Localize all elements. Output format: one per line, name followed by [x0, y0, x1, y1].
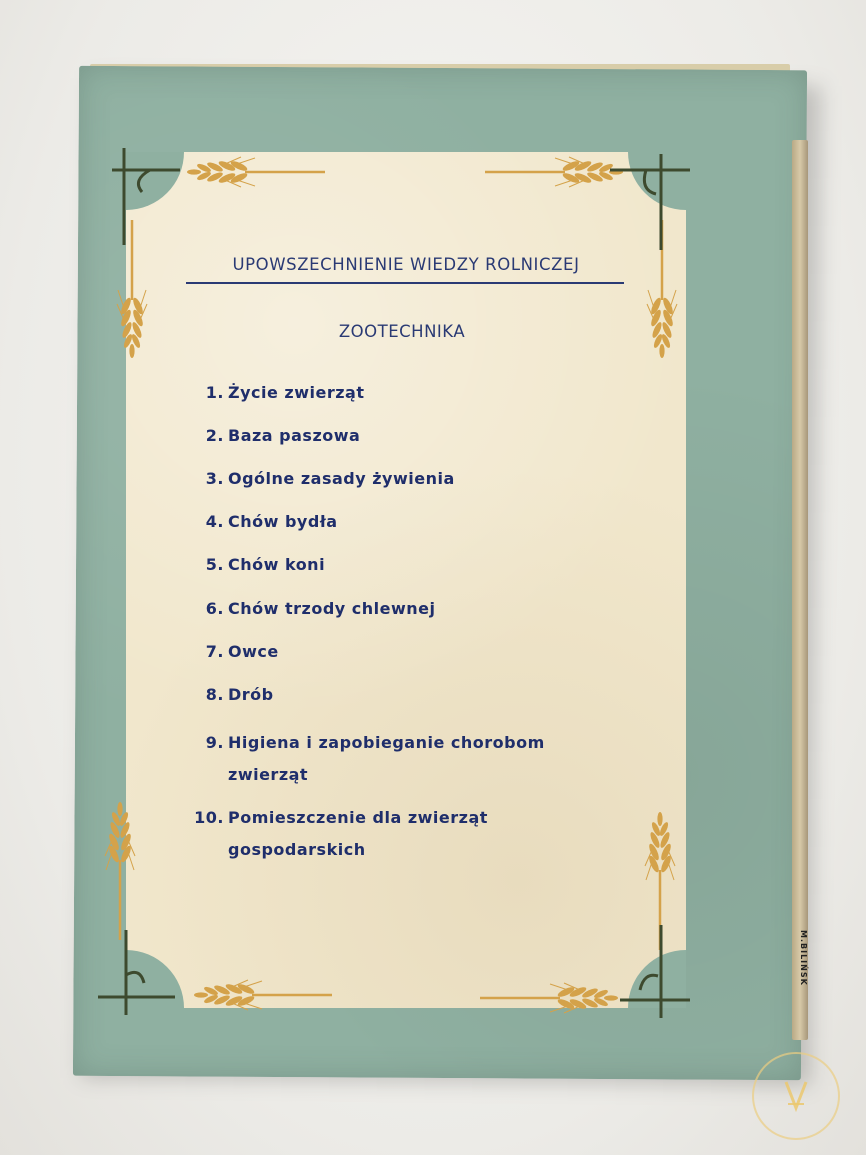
item-number: 7. — [205, 642, 224, 661]
item-number: 10. — [194, 808, 224, 827]
item-title: Higiena i zapobieganie chorobom zwierząt — [228, 733, 545, 784]
list-item — [180, 679, 580, 711]
item-title: Życie zwierząt — [228, 383, 365, 402]
title-underline — [186, 282, 624, 284]
wheat-ear-icon — [187, 157, 325, 187]
scythe-icon — [610, 154, 690, 250]
item-title: Ogólne zasady żywienia — [228, 469, 455, 488]
list-item — [180, 802, 580, 866]
list-item — [180, 377, 580, 409]
wheat-ear-icon — [485, 157, 623, 187]
scythe-icon — [620, 925, 690, 1018]
item-title: Chów koni — [228, 555, 326, 574]
list-item — [180, 593, 580, 625]
item-title: Drób — [228, 685, 274, 704]
item-title: Owce — [228, 642, 279, 661]
list-item — [180, 506, 580, 538]
list-item — [180, 636, 580, 668]
item-number: 6. — [205, 599, 224, 618]
scythe-icon — [112, 148, 180, 245]
scythe-icon — [98, 930, 175, 1015]
list-item — [180, 549, 580, 581]
item-number: 1. — [205, 383, 224, 402]
wheat-ear-icon — [480, 983, 618, 1013]
item-title: Chów trzody chlewnej — [228, 599, 436, 618]
item-number: 2. — [205, 426, 224, 445]
item-title: Baza paszowa — [228, 426, 361, 445]
item-title: Pomieszczenie dla zwierząt gospodarskich — [228, 808, 488, 859]
item-number: 3. — [205, 469, 224, 488]
wheat-ear-icon — [194, 980, 332, 1010]
spine-stamp: M.BILIŃSK — [799, 930, 808, 986]
item-title: Chów bydła — [228, 512, 338, 531]
subject-heading: ZOOTECHNIKA — [338, 322, 466, 341]
item-number: 4. — [205, 512, 224, 531]
list-item — [180, 420, 580, 452]
wheat-ear-icon — [105, 802, 135, 940]
list-item — [180, 463, 580, 495]
item-number: 9. — [205, 733, 224, 752]
item-number: 5. — [205, 555, 224, 574]
watermark-emblem-icon — [752, 1052, 840, 1140]
wheat-ear-icon — [117, 220, 147, 358]
series-title: UPOWSZECHNIENIE WIEDZY ROLNICZEJ — [232, 255, 580, 274]
list-item — [180, 727, 580, 791]
item-number: 8. — [205, 685, 224, 704]
